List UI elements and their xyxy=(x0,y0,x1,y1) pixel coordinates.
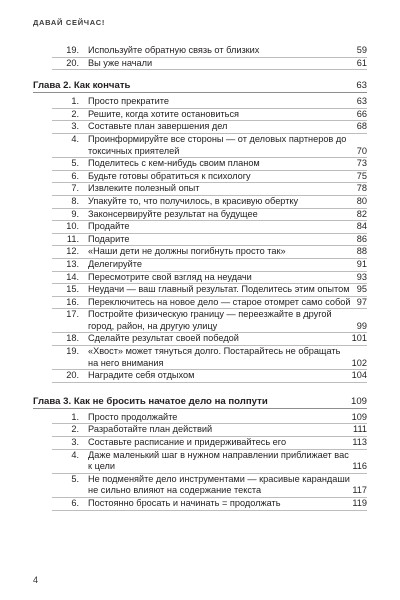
toc-entry xyxy=(0,370,400,382)
entry-page: 59 xyxy=(356,45,367,55)
entry-title: Решите, когда хотите остановиться xyxy=(88,108,240,119)
entry-page: 97 xyxy=(356,296,367,307)
toc-entry xyxy=(0,234,400,246)
entry-page: 66 xyxy=(356,108,367,119)
toc-entry xyxy=(0,309,400,332)
entry-number: 10. xyxy=(66,221,79,232)
toc-entry xyxy=(0,109,400,121)
entry-page: 109 xyxy=(351,411,367,422)
entry-number: 4. xyxy=(71,449,79,460)
entry-number: 1. xyxy=(71,411,79,422)
toc-entry xyxy=(0,58,400,70)
entry-title: Используйте обратную связь от близких xyxy=(88,45,260,55)
toc-entry xyxy=(0,284,400,296)
entry-number: 5. xyxy=(71,158,79,169)
toc-entry xyxy=(0,209,400,221)
entry-page: 101 xyxy=(351,333,367,344)
toc-entry xyxy=(0,498,400,510)
toc-entry xyxy=(0,437,400,449)
entry-number: 6. xyxy=(71,498,79,508)
entry-number: 3. xyxy=(71,121,79,132)
entry-title: Продайте xyxy=(88,221,130,232)
entry-title: Составьте расписание и придерживайтесь его xyxy=(88,437,287,448)
entry-title: Переключитесь на новое дело — старое отомрет само собой xyxy=(88,296,351,307)
chapters xyxy=(0,80,400,510)
entry-page: 116 xyxy=(352,461,367,472)
entry-page: 78 xyxy=(356,183,367,194)
entry-page: 104 xyxy=(351,370,367,381)
entry-title: Будьте готовы обратиться к психологу xyxy=(88,170,251,181)
chapter-heading xyxy=(0,80,400,92)
entry-rule xyxy=(52,510,367,511)
entry-number: 16. xyxy=(66,296,79,307)
entry-rule xyxy=(52,382,367,383)
entry-page: 117 xyxy=(352,485,367,496)
toc-entry xyxy=(0,259,400,271)
entry-number: 19. xyxy=(66,45,79,55)
chapter-heading xyxy=(0,396,400,408)
entry-title: «Наши дети не должны погибнуть просто так» xyxy=(88,246,286,257)
entry-page: 73 xyxy=(356,158,367,169)
entry-page: 63 xyxy=(356,96,367,107)
page-number: 4 xyxy=(33,575,39,585)
entry-page: 75 xyxy=(356,170,367,181)
chapter-page: 63 xyxy=(356,80,367,92)
entry-number: 8. xyxy=(71,195,79,206)
entry-title: Вы уже начали xyxy=(88,57,153,68)
entry-title: Поделитесь с кем-нибудь своим планом xyxy=(88,158,260,169)
entry-title: Неудачи — ваш главный результат. Поделитесь этим опытом xyxy=(88,284,350,295)
entry-title: Не подменяйте дело инструментами — красивые карандаши не сильно влияют на содержание текста xyxy=(88,473,350,496)
toc-entry xyxy=(0,297,400,309)
entry-page: 84 xyxy=(356,221,367,232)
entry-number: 9. xyxy=(71,208,79,219)
chapter-rule xyxy=(33,408,367,409)
entry-number: 2. xyxy=(71,108,79,119)
entry-number: 2. xyxy=(71,424,79,435)
chapter-page: 109 xyxy=(350,395,367,407)
toc-entry xyxy=(0,346,400,369)
entry-number: 3. xyxy=(71,437,79,448)
toc-entry xyxy=(0,183,400,195)
entry-page: 80 xyxy=(356,195,367,206)
running-head: ДАВАЙ СЕЙЧАС! xyxy=(33,18,106,27)
entry-number: 11. xyxy=(66,233,79,244)
entry-title: Делегируйте xyxy=(88,258,142,269)
entry-title: Упакуйте то, что получилось, в красивую обертку xyxy=(88,195,299,206)
entry-number: 20. xyxy=(66,370,79,381)
entry-rule xyxy=(52,69,367,70)
entry-title: Просто прекратите xyxy=(88,96,169,107)
entry-title: Разработайте план действий xyxy=(88,424,213,435)
entry-title: «Хвост» может тянуться долго. Постарайтесь не обращать на него внимания xyxy=(88,346,341,368)
toc-entry xyxy=(0,474,400,497)
toc-entry xyxy=(0,196,400,208)
entry-number: 13. xyxy=(66,258,79,269)
entry-page: 95 xyxy=(356,284,367,295)
entry-page: 70 xyxy=(356,145,367,156)
entry-page: 99 xyxy=(356,320,367,331)
entry-title: Даже маленький шаг в нужном направлении приближает вас к цели xyxy=(88,449,349,472)
table-of-contents xyxy=(0,45,400,511)
entry-title: Подарите xyxy=(88,233,130,244)
entry-number: 19. xyxy=(66,346,79,357)
toc-entry xyxy=(0,158,400,170)
chapter-title: Глава 2. Как кончать xyxy=(33,80,131,92)
entry-page: 82 xyxy=(356,208,367,219)
entry-title: Постройте физическую границу — переезжайте в другой город, район, на другую улицу xyxy=(88,309,332,331)
entry-number: 6. xyxy=(71,170,79,181)
entry-page: 113 xyxy=(352,437,367,448)
entry-number: 4. xyxy=(71,133,79,144)
toc-entry xyxy=(0,221,400,233)
toc-entry xyxy=(0,96,400,108)
entry-number: 7. xyxy=(71,183,79,194)
entry-page: 119 xyxy=(352,498,367,508)
toc-entry xyxy=(0,45,400,57)
toc-entry xyxy=(0,121,400,133)
entry-page: 111 xyxy=(353,424,367,435)
entry-title: Постоянно бросать и начинать = продолжать xyxy=(88,498,281,508)
toc-entry xyxy=(0,424,400,436)
entry-page: 93 xyxy=(356,271,367,282)
entry-number: 17. xyxy=(66,309,79,320)
chapter-title: Глава 3. Как не бросить начатое дело на полпути xyxy=(33,395,268,407)
entry-page: 86 xyxy=(356,233,367,244)
entry-title: Просто продолжайте xyxy=(88,411,178,422)
toc-entry xyxy=(0,333,400,345)
entry-page: 61 xyxy=(356,57,367,68)
entry-page: 68 xyxy=(356,121,367,132)
entry-number: 20. xyxy=(66,57,79,68)
entry-number: 18. xyxy=(66,333,79,344)
entry-page: 88 xyxy=(356,246,367,257)
entry-title: Составьте план завершения дел xyxy=(88,121,228,132)
toc-entry xyxy=(0,134,400,157)
toc-entry xyxy=(0,246,400,258)
toc-entry xyxy=(0,171,400,183)
entry-title: Наградите себя отдыхом xyxy=(88,370,195,381)
entry-number: 14. xyxy=(66,271,79,282)
toc-entry xyxy=(0,450,400,473)
entry-number: 12. xyxy=(66,246,79,257)
toc-entry xyxy=(0,272,400,284)
entry-title: Законсервируйте результат на будущее xyxy=(88,208,258,219)
entry-page: 91 xyxy=(356,258,367,269)
entry-title: Извлеките полезный опыт xyxy=(88,183,200,194)
entry-title: Сделайте результат своей победой xyxy=(88,333,239,344)
entry-number: 1. xyxy=(71,96,79,107)
chapter-rule xyxy=(33,92,367,93)
entry-number: 5. xyxy=(71,473,79,484)
entry-title: Пересмотрите свой взгляд на неудачи xyxy=(88,271,252,282)
toc-entry xyxy=(0,412,400,424)
entry-number: 15. xyxy=(66,284,79,295)
entry-title: Проинформируйте все стороны — от деловых партнеров до токсичных приятелей xyxy=(88,133,347,156)
entry-page: 102 xyxy=(351,357,367,368)
